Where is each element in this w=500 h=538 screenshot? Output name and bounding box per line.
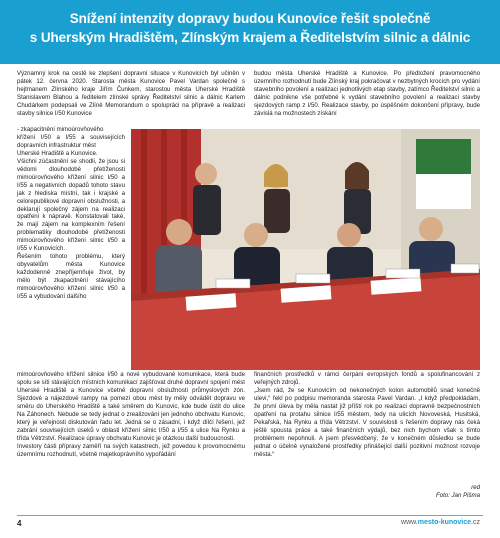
last-paragraph: Investory části přípravy zaměří na svých katastrech, jež povedou k provomocnému územnímu rozhodnutí, včetně majetkoprávního vypořádání bbox=[17, 442, 245, 458]
website-link[interactable] bbox=[401, 519, 480, 526]
right-column-top bbox=[254, 70, 480, 118]
wrap-line-4: Všichni zúčastnění se shodli, že jsou si vědomi dlouhodobé přetíženosti mimoúrovňového křížení silnic I/50 a I/55 a negativních dopadů tohoto stavu jak z hlediska místní, tak i krajské a celorepublikové dopravní obslužnosti, a deklarují společný zájem na realizaci opatření k nápravě. Konstatovali také, že mají zájem na komplexním řešení problematiky dlouhodobé přetíženosti mimoúrovňového křížení silnic I/50 a I/55 v Kunovicích. bbox=[17, 157, 125, 253]
wrap-line-1: - zkapacitnění mimoúrovňového bbox=[17, 126, 104, 133]
left-column-intro bbox=[17, 70, 245, 118]
title-line-2: s Uherským Hradištěm, Zlínským krajem a Ředitelstvím silnic a dálnic bbox=[29, 30, 471, 45]
right-top-paragraph: budou města Uherské Hradiště a Kunovice. Po předložení pravomocného územního rozhodnutí bude Zlínský kraj pokračovat v nezbytných krocích pro vydání stavebního povolení a realizaci jednotlivých etap stavby, zatímco Ředitelství silnic a dálnic podnikne vše potřebné k vydání stavebního povolení a realizaci stavby sjezdových ramp z I/50. Realizace stavby, po úspěšném dokončení přípravy, bude závislá na možnostech získání bbox=[254, 70, 480, 117]
signing-photo-illustration bbox=[131, 129, 480, 370]
title-banner bbox=[0, 0, 500, 64]
title-line-1: Snížení intenzity dopravy budou Kunovice řešit společně bbox=[69, 11, 431, 26]
page-number: 4 bbox=[17, 519, 22, 528]
photo-credit: Foto: Jan Pišma bbox=[435, 492, 480, 499]
right-lower-paragraph: finančních prostředků v rámci čerpání evropských fondů a spolufinancování z veřejných zdrojů. bbox=[254, 371, 480, 386]
wrap-line-2: křížení I/50 a I/55 a souvisejících dopravních infrastruktur měst bbox=[17, 133, 125, 149]
signing-photo bbox=[131, 129, 480, 370]
wrap-line-5: Řešením tohoto problému, který obyvatelům města Kunovice každodenně znepříjemňuje život, by mělo být zkapacitnění stávajícího mimoúrovňového křížení silnic I/50 a I/55 a vybudování dalšího bbox=[17, 253, 125, 301]
quote-paragraph: „Jsem rád, že se Kunovicím od nekonečných kolon automobilů snad konečně ulevi,“ řekl po podpisu memoranda starosta Pavel Vardan. „I když předpokládám, že první úleva by měla nastat již příští rok po realizaci dopravně bezpečnostních opatření na protahu silnice I/55 městem, tedy na ulicích Novoveská, Husitská, Pekařská, Na Rynku a třída Větrzství. V souvislosti s řešením dopravy nás čeká ještě spousta práce a také finančních výdajů, bez nich bychom však s tímto problémem nepohnuli. A jsem přesvědčený, že v konečném důsledku se bude jednat o účelně vynaložené prostředky přinášející další pozitivní možnost rozvoje města.“ bbox=[254, 386, 480, 458]
signature: red bbox=[471, 484, 480, 491]
wrap-line-3: Uherské Hradiště a Kunovice. bbox=[17, 149, 98, 157]
right-column-lower bbox=[254, 371, 480, 458]
footer-divider bbox=[17, 515, 483, 516]
article-title bbox=[0, 9, 500, 47]
lower-paragraph: mimoúrovňového křížení silnice I/50 a nové vybudované komunikace, která bude spolu se síti stávajících místních komunikací zajišťovat druhé dopravní spojení měst Uherské Hradiště a Kunovice včetně dopravní obslužnosti průmyslových zón. Sjezdové a nájezdové rampy na pomezí obou měst by měly odvádět dopravu ve směru do Uherského Hradiště a také směrem do Kunovic, kde bude ústit do ulice Na Záhonech. Nebude se tedy jednat o zrealizování jen jednoho obchvatu Kunovic, který je veřejnosti diskutován řadu let. Jedná se o zásadní, i když dílčí řešení, jež zabrání souvisejících úseků v oblasti křížení silnic I/50 a I/55 a ulice Na Rynku a třída Větrzství. Realizace úpravy obchvatu Kunovic je otázkou další budoucnosti. bbox=[17, 371, 245, 442]
intro-paragraph: Významný krok na cestě ke zlepšení dopravní situace v Kunovicích byl učiněn v pátek 12. června 2020. Starosta města Kunovice Pavel Vardan společně s hejtmanem Zlínského kraje Jiřím Čunkem, starostou města Uherské Hradiště Stanislavem Blahou a ředitelem zlínské správy Ředitelství silnic a dálnic Karlem Chudárkem podepsali ve Zlíně Memorandum o spolupráci na přípravě a realizaci stavby silnice I/50 Kunovice bbox=[17, 70, 245, 117]
site-suffix: .cz bbox=[471, 519, 480, 526]
site-prefix: www. bbox=[401, 519, 418, 526]
site-name: mesto-kunovice bbox=[417, 519, 472, 526]
left-column-wrap bbox=[17, 126, 125, 301]
left-column-lower bbox=[17, 371, 245, 458]
